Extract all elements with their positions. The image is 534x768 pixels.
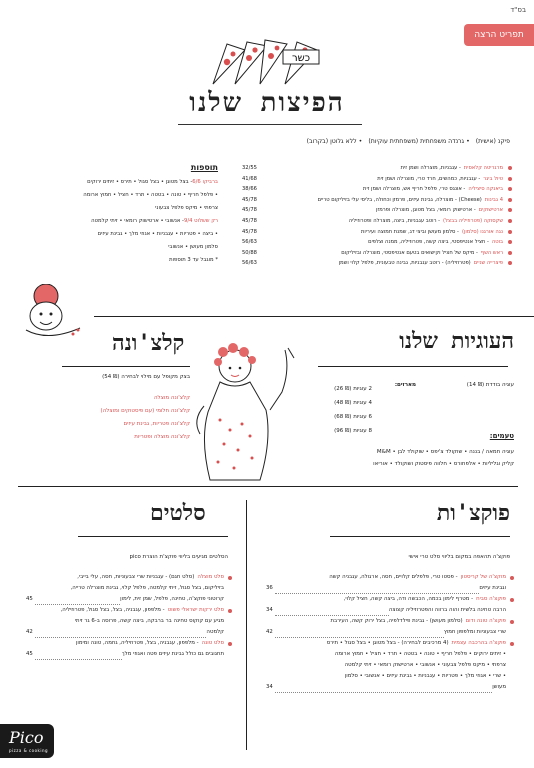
- calzone-list: [60, 392, 190, 444]
- package-item: 6 עוגיות (₪ 68): [334, 414, 372, 420]
- calzone-underline: [62, 366, 190, 367]
- focaccia-list: [266, 572, 514, 693]
- pizza-desc: (Cheese) - מוצרלה, גבינת עיזים, פרמזן וכחולה, בליסי עלי בזיליקום טריים: [317, 196, 482, 203]
- pizza-row: [242, 163, 512, 174]
- pastries-underline: [318, 366, 508, 367]
- item-price: 45: [26, 596, 33, 602]
- bullet-dot: [510, 598, 514, 602]
- bullet-dot: [508, 166, 512, 170]
- bullet-dot: [508, 251, 512, 255]
- topping-line: [18, 176, 218, 189]
- item-desc: - מלפפון, עגבניה, בצל, בצל סגול, פטרוזיליה,: [60, 607, 165, 613]
- menu-line: [266, 660, 514, 671]
- pizza-desc: - מיקס של חציל וקישואים בטעם אנטיפסטי, מוצרלה ובזיליקום: [341, 249, 478, 256]
- woman-illustration: [190, 340, 305, 485]
- item-desc: וגבינת עיזים: [479, 585, 506, 591]
- topping-text: • ביצה • פטריות • עגבניות • אגוזי מלך • גבינת עיזים: [97, 231, 218, 237]
- item-desc: - פסטו טרי, פלפלים קלויים, חסה, ארגולה, עגבניה קשה: [329, 574, 458, 580]
- item-desc: תחגובים גם כולל גבינת עיזים פטה ואגוזי מלך: [121, 651, 224, 657]
- salads-title: סלטים: [150, 501, 206, 526]
- pizza-row: [242, 174, 512, 185]
- toppings-section: [18, 163, 218, 267]
- calzone-subtitle: בצק מקופל עם מילוי לבחירה (₪ 54): [102, 374, 190, 380]
- logo-tagline: pizza & cooking: [9, 748, 49, 753]
- menu-line: [26, 627, 232, 638]
- pizza-price: 41/68: [242, 175, 257, 182]
- pastries-title: העוגיות שלנו: [399, 329, 514, 354]
- item-name: פוקצ'ה סביח: [476, 596, 506, 602]
- item-desc: קרוטוני פוקצ'ה, טחינה, פלפל, שמן זית, לימון: [120, 596, 224, 602]
- item-price: 42: [26, 629, 33, 635]
- pizza-name: מרגריטה קלאסית: [463, 165, 503, 171]
- item-desc: (4 מרכיבים לבחירה) - בצל מטוגן • בצל סגול • תירס: [326, 640, 449, 646]
- bullet-dot: [510, 642, 514, 646]
- calzone-item: קלצ'ונה חלומי (עם פיסטוקים ומוצלה): [100, 408, 190, 414]
- menu-line: [266, 583, 514, 594]
- section-divider: [94, 316, 534, 317]
- item-name: מוקצ'ה של קריסטון: [460, 574, 506, 580]
- calzone-item: קלצ'ונה מוצלה: [153, 395, 190, 401]
- bottom-divider: [18, 486, 518, 487]
- menu-line: [266, 572, 514, 583]
- bullet-dot: [508, 261, 512, 265]
- topping-text: • פלפל חריף • טונה • בטטה • תרד • חציל • חמוץ ארומה: [83, 192, 218, 198]
- chef-illustration: [18, 284, 88, 342]
- bullet-dot: [508, 240, 512, 244]
- pizza-slices-illustration: [205, 38, 330, 86]
- item-desc: הרבה טחינה בלשית והוה ברווה והפטרוזיליה קצוצה: [388, 607, 506, 613]
- pizza-name: ראש השף: [480, 249, 503, 256]
- bullet-dot: [228, 576, 232, 580]
- pizza-row: [242, 237, 512, 248]
- pizza-desc: - אונגס טרי, פלפל חריף אש, מוצרלה ושמן זית: [363, 186, 466, 193]
- salad-list: [26, 572, 232, 660]
- title-underline: [178, 124, 362, 125]
- menu-line: [266, 605, 514, 616]
- item-desc: שרי צבעוניות ומלפפון חמוץ: [443, 629, 506, 635]
- menu-line: [266, 682, 514, 693]
- column-divider: [246, 500, 247, 750]
- menu-line: [26, 594, 232, 605]
- menu-line: [266, 594, 514, 605]
- item-price: 42: [266, 629, 273, 635]
- topping-label: רק ששלוט 9/4: [183, 218, 218, 224]
- item-desc: (סלמון מעושן) - גבינת פילדלפיה, בצל ירוק קשה, העירבת: [330, 618, 463, 624]
- package-item: 4 עוגיות (₪ 48): [334, 400, 372, 406]
- menu-line: [26, 583, 232, 594]
- item-price: 34: [266, 607, 273, 613]
- menu-tab[interactable]: תפריט הרצה: [464, 24, 534, 46]
- pizza-desc: - עגבניות, מוצרלה ושמן זית: [400, 165, 461, 171]
- pico-logo: [0, 724, 54, 758]
- pizza-row: [242, 184, 512, 195]
- menu-line: [26, 572, 232, 583]
- menu-line: [266, 627, 514, 638]
- legend-item: גרנדה משפחתית (משפחתית עוקיות): [368, 138, 465, 145]
- item-desc: (סלט חגם) - עגבניות שרי צבעוניות, חסה, עלי בייבי,: [77, 574, 195, 580]
- topping-line: [18, 228, 218, 241]
- salads-underline: [78, 536, 228, 537]
- pizza-price: 56/63: [242, 239, 257, 246]
- topping-text: סלמון מעושן • אנשובי: [168, 244, 218, 250]
- page-marker: בס"ד: [510, 6, 526, 14]
- item-name: סלט מוצלה: [197, 574, 224, 580]
- focaccia-title: פוקצ'ות: [436, 501, 510, 526]
- pizza-desc: - חציל אנטיפסטי, ביצה קשה, פטרוזיליה, ממנה וצלפים: [368, 239, 489, 246]
- leader-dots: [35, 659, 122, 660]
- pizza-price: 56/63: [242, 260, 257, 267]
- item-desc: - מטרף לימון בכמה, הכבשה ודה, ביצה קשה, חציל קלוי,: [343, 596, 474, 602]
- topping-label: ברביקו 6/6: [192, 179, 218, 185]
- pizza-desc: - רוטב עגבניות, ביצה, מוצרלה ופטרוזיליה: [348, 217, 441, 224]
- menu-line: [26, 638, 232, 649]
- item-desc: מעושן: [492, 684, 506, 690]
- pizza-price: 45/78: [242, 196, 257, 203]
- pizza-desc: - ארטישוק רומאי, בצל מטוגן, מוצרלה ופרמזן: [375, 207, 476, 214]
- item-desc: קלמטה: [206, 629, 224, 635]
- pizza-price: 45/78: [242, 207, 257, 214]
- pizza-row: [242, 205, 512, 216]
- pizza-row: [242, 258, 512, 269]
- item-name: סלט טונה: [201, 640, 224, 646]
- menu-line: [26, 616, 232, 627]
- toppings-title: תוספות: [190, 163, 218, 172]
- salads-subtitle: הסלטים מגיעים בליווי פוקצ'ת הוצרת pico: [129, 554, 228, 560]
- flavor-line: קליק וגליליות • אלפחורס • חלווה פיסטוק ושוקולד • אוריאו: [373, 461, 514, 467]
- bullet-dot: [228, 609, 232, 613]
- menu-line: [26, 605, 232, 616]
- bullet-dot: [508, 187, 512, 191]
- package-item: 8 עוגיות (₪ 96): [334, 428, 372, 434]
- bullet-dot: [508, 177, 512, 181]
- pizza-name: טיול ביגר: [483, 175, 503, 182]
- bullet-dot: [510, 620, 514, 624]
- item-price: 34: [266, 684, 273, 690]
- pizza-name: בוטה: [491, 239, 503, 246]
- topping-text: - אנשובי • ארטישוק רומאי • זיתי קלמטה: [91, 218, 184, 224]
- leader-dots: [275, 692, 492, 693]
- item-desc: מגיע עם קוקוס טחינה בר ברבקה, ביצה קשה, פרוסה ב-6 גר זיתי: [74, 618, 224, 624]
- logo-text: Pico: [9, 728, 44, 747]
- single-pastry: עוגיה בודדת (₪ 14): [466, 382, 514, 388]
- bullet-dot: [510, 576, 514, 580]
- topping-line: [18, 215, 218, 228]
- pizza-row: [242, 248, 512, 259]
- bullet-dot: [228, 642, 232, 646]
- menu-line: [266, 616, 514, 627]
- topping-text: * מוגבל עד 3 תוספות: [169, 257, 218, 263]
- item-desc: • זיתים ירוקים • פלפל חריף • טונה • בטטה • תרד • חציל • חמוץ ארומה: [334, 651, 506, 657]
- item-desc: • שרי • אגוזי מלך • פטריות • עגבניות • גבינת עיזים • אנשובי • סלמון: [344, 673, 506, 679]
- item-desc: צרפתי • מיקס פלפל צבעוני • אנשובי • ארטישוק רומאי • זיתי קלמטה: [344, 662, 506, 668]
- flavors-label: טעמים:: [489, 432, 514, 440]
- menu-line: [266, 638, 514, 649]
- package-list: [300, 382, 372, 438]
- pizza-desc: (פטרוזיליה) - רוטב עגבניות, גבינה טבעונית, פלפל קלוי ושמן: [338, 260, 471, 267]
- item-desc: - מלפפון, עגבניה, בצל, פטרוזיליה, גחמה, טונה ומימון: [75, 640, 199, 646]
- topping-line: [18, 254, 218, 267]
- flavor-list: [294, 446, 514, 470]
- item-name: פוקצ'ה טונה ודום: [465, 618, 506, 624]
- calzone-title: קלצ'ונה: [112, 331, 185, 356]
- item-price: 36: [266, 585, 273, 591]
- menu-line: [266, 649, 514, 660]
- pizza-name: שקסוקה (פטרוזיליה בבצל): [443, 217, 503, 224]
- topping-line: [18, 241, 218, 254]
- topping-text: - בצל מטוגן • בצל סגול • תירס • זיתים ירוקים: [87, 179, 193, 185]
- menu-line: [26, 649, 232, 660]
- topping-text: צרפתי • מיקס פלפל צבעוני: [155, 205, 218, 211]
- calzone-item: קלצ'ונה פטריות, גבינת עיזים: [123, 421, 190, 427]
- calzone-item: קלצ'ונה מוצלה ופטריות: [134, 434, 190, 440]
- package-item: 2 עוגיות (₪ 26): [334, 386, 372, 392]
- pizza-desc: - סלמון מעושן וביצי דג, שמנת חמוצה ועיריות: [360, 228, 459, 235]
- pizza-price: 45/78: [242, 217, 257, 224]
- topping-line: [18, 202, 218, 215]
- legend-item: ללא גלוטן (בקרוב): [306, 138, 357, 145]
- pizza-name: פיצרייה שניים: [473, 260, 503, 267]
- item-name: סלט ירקות ישראלי פשוט: [167, 607, 224, 613]
- item-desc: בזיליקום, בצל סגול, זיתי קלמטה, פלפל קלוי, גבינת מוצרלה טרייה,: [70, 585, 224, 591]
- pizza-row: [242, 216, 512, 227]
- kosher-label: כשר: [291, 53, 311, 64]
- pizza-price: 32/55: [242, 165, 257, 171]
- topping-line: [18, 189, 218, 202]
- bullet-dot: [508, 208, 512, 212]
- item-price: 45: [26, 651, 33, 657]
- pizza-list: [242, 163, 512, 269]
- focaccia-underline: [330, 536, 510, 537]
- menu-line: [266, 671, 514, 682]
- bullet-dot: [508, 198, 512, 202]
- item-name: פוקצ'ה בהרכבה עצמית: [451, 640, 506, 646]
- size-legend: פיקנ (אישית)• גרנדה משפחתית (משפחתית עוקיות)• ללא גלוטן (בקרוב): [306, 138, 510, 145]
- legend-item: פיקנ (אישית): [475, 138, 510, 145]
- pizza-price: 50/88: [242, 249, 257, 256]
- bullet-dot: [508, 219, 512, 223]
- pizza-name: ארטישוקים: [478, 207, 503, 214]
- focaccia-subtitle: פוקצ'ה תהאפה במקום בליווי סלט טרי אישי: [408, 554, 510, 560]
- pizzas-title: הפיצות שלנו: [189, 88, 345, 118]
- pizza-price: 38/66: [242, 186, 257, 193]
- packages-label: מארזים:: [394, 382, 416, 388]
- pizza-name: נגה אורגנו (סלמון): [461, 228, 503, 235]
- pizza-desc: - עגבניות, כמהשים, חרד טרי, מוצרלה ושמן זית: [377, 175, 481, 182]
- pizza-row: [242, 195, 512, 206]
- pizza-name: ביאנקה סיציליה: [468, 186, 503, 193]
- pizza-name: 4 גבינות: [484, 196, 503, 203]
- pizza-row: [242, 227, 512, 238]
- pizza-price: 45/78: [242, 228, 257, 235]
- bullet-dot: [508, 230, 512, 234]
- flavor-line: עוגיה חמאה / בננה • שוקולד צ'יפס • שוקולד לבן • M&M: [376, 449, 514, 455]
